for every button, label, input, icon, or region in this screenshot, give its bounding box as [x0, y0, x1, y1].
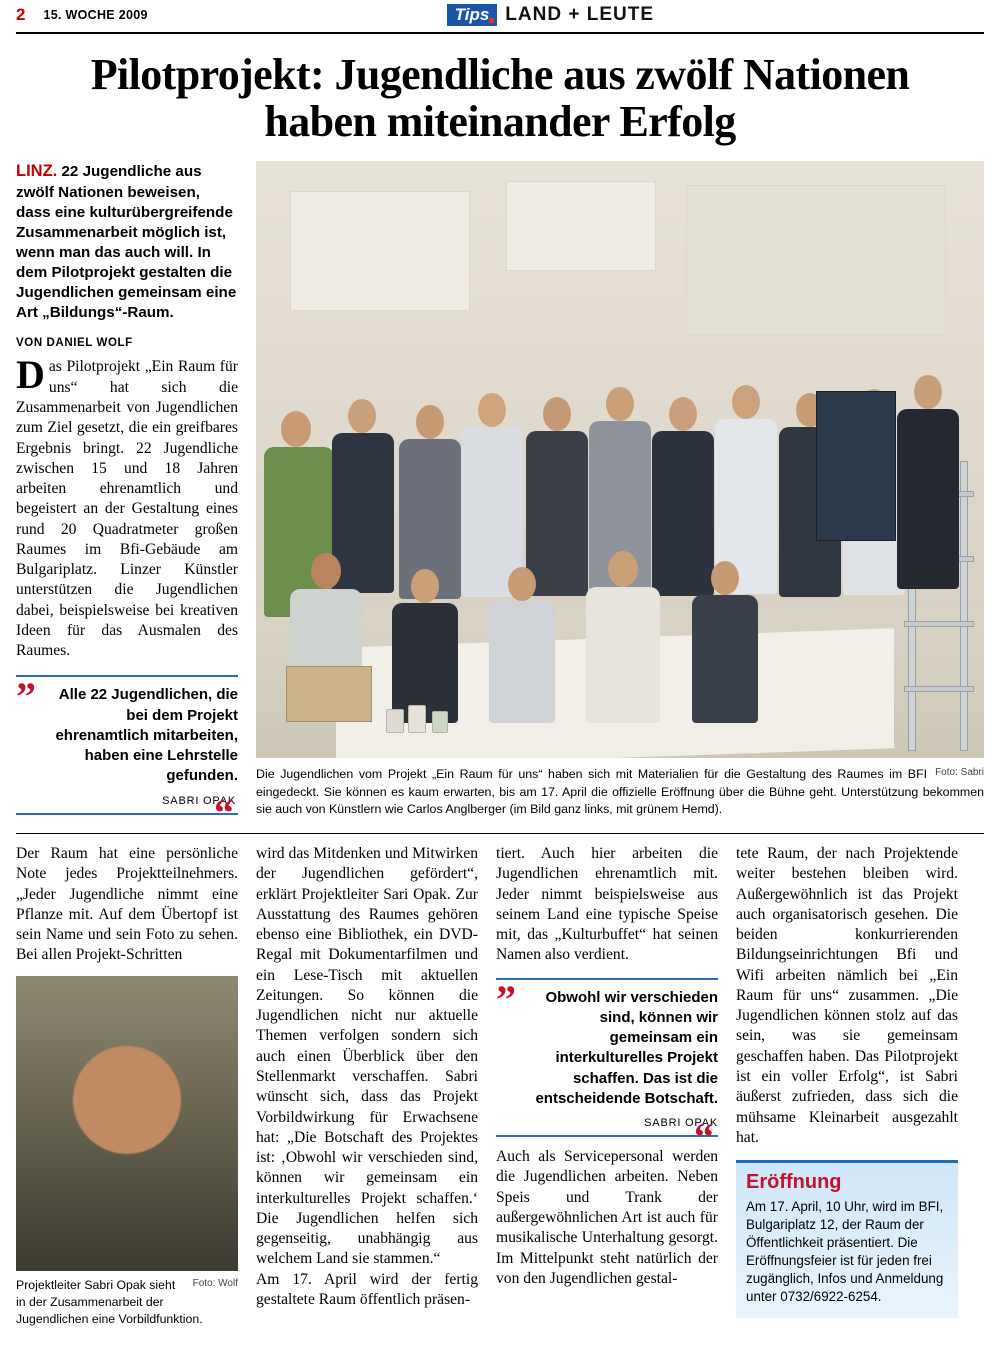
- column-2-paragraph-1: wird das Mitdenken und Mitwirken der Jugendlichen gefördert“, erklärt Projektleiter Sari Opak. Zur Ausstattung des Raumes gehören ebenso eine Bibliothek, ein DVD-Regal mit Dokumentarfilmen und ein Lese-Tisch mit aktuellen Zeitungen. So können die Jugendlichen nicht nur aktuelle Themen verfolgen sondern sich auch einen Überblick über den Stellenmarkt verschaffen. Sabri wünscht sich, dass das Projekt Vorbildwirkung für Erwachsene hat: „Die Botschaft des Projektes ist: ‚Obwohl wir verschieden sind, können wir gemeinsam ein interkulturelles Projekt schaffen.‘ Die Jugendlichen helfen sich gegenseitig, unabhängig aus welchem Land sie stammen.“: [256, 845, 478, 1268]
- intro-paragraph: [16, 352, 238, 661]
- quote-open-icon: ”: [496, 976, 516, 1022]
- portrait-caption-text: Projektleiter Sabri Opak sieht in der Zusammenarbeit der Jugendlichen eine Vorbildfunktion.: [16, 1277, 203, 1326]
- quote-open-icon: ”: [16, 674, 36, 720]
- column-1: [16, 844, 238, 1328]
- lead-text: 22 Jugendliche aus zwölf Nationen beweisen, dass eine kulturübergreifende Zusammenarbeit möglich ist, wenn man das auch will. In dem Pilotprojekt gestalten die Jugendlichen gemeinsam eine Art „Bildungs“-Raum.: [16, 163, 237, 322]
- column-2: [256, 844, 478, 1328]
- lead-city: LINZ.: [16, 162, 58, 181]
- pullquote-1-text: Alle 22 Jugendlichen, die bei dem Projekt ehrenamtlich mitarbeiten, haben eine Lehrstelle gefunden.: [55, 686, 238, 785]
- quote-close-icon: “: [694, 1114, 714, 1160]
- intro-text: as Pilotprojekt „Ein Raum für uns“ hat sich die Zusammenarbeit von Jugendlichen zum Ziel gesetzt, die ein greifbares Ergebnis bringt. 22 Jugendliche zwischen 15 und 18 Jahren arbeiten ehrenamtlich und begeistert an der Gestaltung eines rund 20 Quadratmeter großen Raumes im Bfi-Gebäude am Bulgariplatz. Linzer Künstler unterstützen die Jugendlichen dabei, beispielsweise bei kreativen Ideen für das Ausmalen des Raumes.: [16, 358, 238, 660]
- photo-credit: Foto: Sabri: [935, 767, 984, 779]
- column-3-paragraph-1: tiert. Auch hier arbeiten die Jugendlichen ehrenamtlich mit. Jeder nimmt beispielsweise aus seinem Land eine typische Speise mit, das „Kulturbuffet“ hat seinen Namen also verdient.: [496, 845, 718, 964]
- issue-date: 15. WOCHE 2009: [43, 8, 148, 22]
- section-title: LAND + LEUTE: [505, 4, 654, 25]
- wall-panel: [506, 181, 656, 271]
- page-title: Pilotprojekt: Jugendliche aus zwölf Nationen haben miteinander Erfolg: [90, 50, 910, 146]
- dropcap: D: [16, 352, 45, 398]
- lead-paragraph: [16, 161, 238, 323]
- tips-logo: Tips: [447, 4, 498, 27]
- wall-panel: [290, 191, 470, 311]
- pullquote-1: [16, 674, 238, 835]
- pullquote-1-source: SABRI OPAK: [162, 794, 236, 807]
- top-block: [16, 161, 984, 835]
- product-box: [816, 391, 896, 541]
- lead-column: [16, 161, 238, 835]
- info-box-text: Am 17. April, 10 Uhr, wird im BFI, Bulgariplatz 12, der Raum der Öffentlichkeit präsentiert. Die Eröffnungsfeier ist für jeden frei zugänglich, Infos und Anmeldung unter 0732/6922-6254.: [746, 1199, 944, 1304]
- pullquote-2-source: SABRI OPAK: [644, 1117, 718, 1130]
- column-2-paragraph-2: Am 17. April wird der fertig gestaltete Raum öffentlich präsen-: [256, 1270, 478, 1308]
- paint-can: [386, 709, 404, 733]
- portrait-face: [16, 976, 238, 1271]
- paint-can: [432, 711, 448, 733]
- portrait-credit: Foto: Wolf: [192, 1277, 238, 1289]
- info-box-title: Eröffnung: [746, 1171, 842, 1194]
- portrait-caption: [16, 1277, 238, 1328]
- page-number: 2: [16, 5, 26, 24]
- pullquote-2-text: Obwohl wir verschieden sind, können wir gemeinsam ein interkulturelles Projekt schaffen. Das ist die entscheidende Botschaft.: [535, 988, 718, 1107]
- article-columns: [16, 833, 984, 1328]
- column-4: [736, 844, 958, 1328]
- main-photo: [256, 161, 984, 758]
- photo-caption-text: Die Jugendlichen vom Projekt „Ein Raum für uns“ haben sich mit Materialien für die Gestaltung des Raumes im BFI eingedeckt. Sie können es kaum erwarten, bis am 17. April die offizielle Eröffnung über die Bühne geht. Unterstützung bekommen sie auch von Künstlern wie Carlos Anglberger (im Bild ganz links, mit grünem Hemd).: [256, 767, 984, 817]
- column-3-paragraph-2: Auch als Servicepersonal werden die Jugendlichen arbeiten. Neben Speis und Trank der außergewöhnlichen Art ist auch für musikalische Unterhaltung gesorgt. Im Mittelpunkt steht natürlich der von den Jugendlichen gestal-: [496, 1148, 718, 1287]
- paint-can: [408, 705, 426, 733]
- column-1-paragraph: Der Raum hat eine persönliche Note jedes Projektteilnehmers. „Jeder Jugendliche nimmt eine Pflanze mit. Auf dem Übertopf ist sein Name und sein Foto zu sehen. Bei allen Projekt-Schritten: [16, 845, 238, 964]
- masthead: [16, 0, 984, 34]
- pullquote-2: [496, 976, 718, 1160]
- portrait-photo: [16, 976, 238, 1271]
- info-box: [736, 1160, 958, 1318]
- cardboard-box: [286, 666, 372, 722]
- wall-panel: [686, 185, 946, 335]
- quote-close-icon: “: [214, 789, 234, 835]
- masthead-brand: [447, 4, 984, 27]
- column-4-paragraph-1: tete Raum, der nach Projektende weiter bestehen bleiben wird. Außergewöhnlich ist das Projekt auch organisatorisch gesehen. Die beiden konkurrierenden Bildungseinrichtungen Bfi und Wifi arbeiten nämlich bei „Ein Raum für uns“ zusammen. „Die Jugendlichen können stolz auf das sein, was sie gemeinsam geschaffen haben. Das Pilotprojekt ist ein voller Erfolg“, ist Sabri äußerst zufrieden, dass sich die mühsame Kleinarbeit ausgezahlt hat.: [736, 845, 958, 1146]
- photo-caption: [256, 766, 984, 819]
- byline: VON DANIEL WOLF: [16, 337, 133, 350]
- photo-column: [256, 161, 984, 819]
- column-3: [496, 844, 718, 1328]
